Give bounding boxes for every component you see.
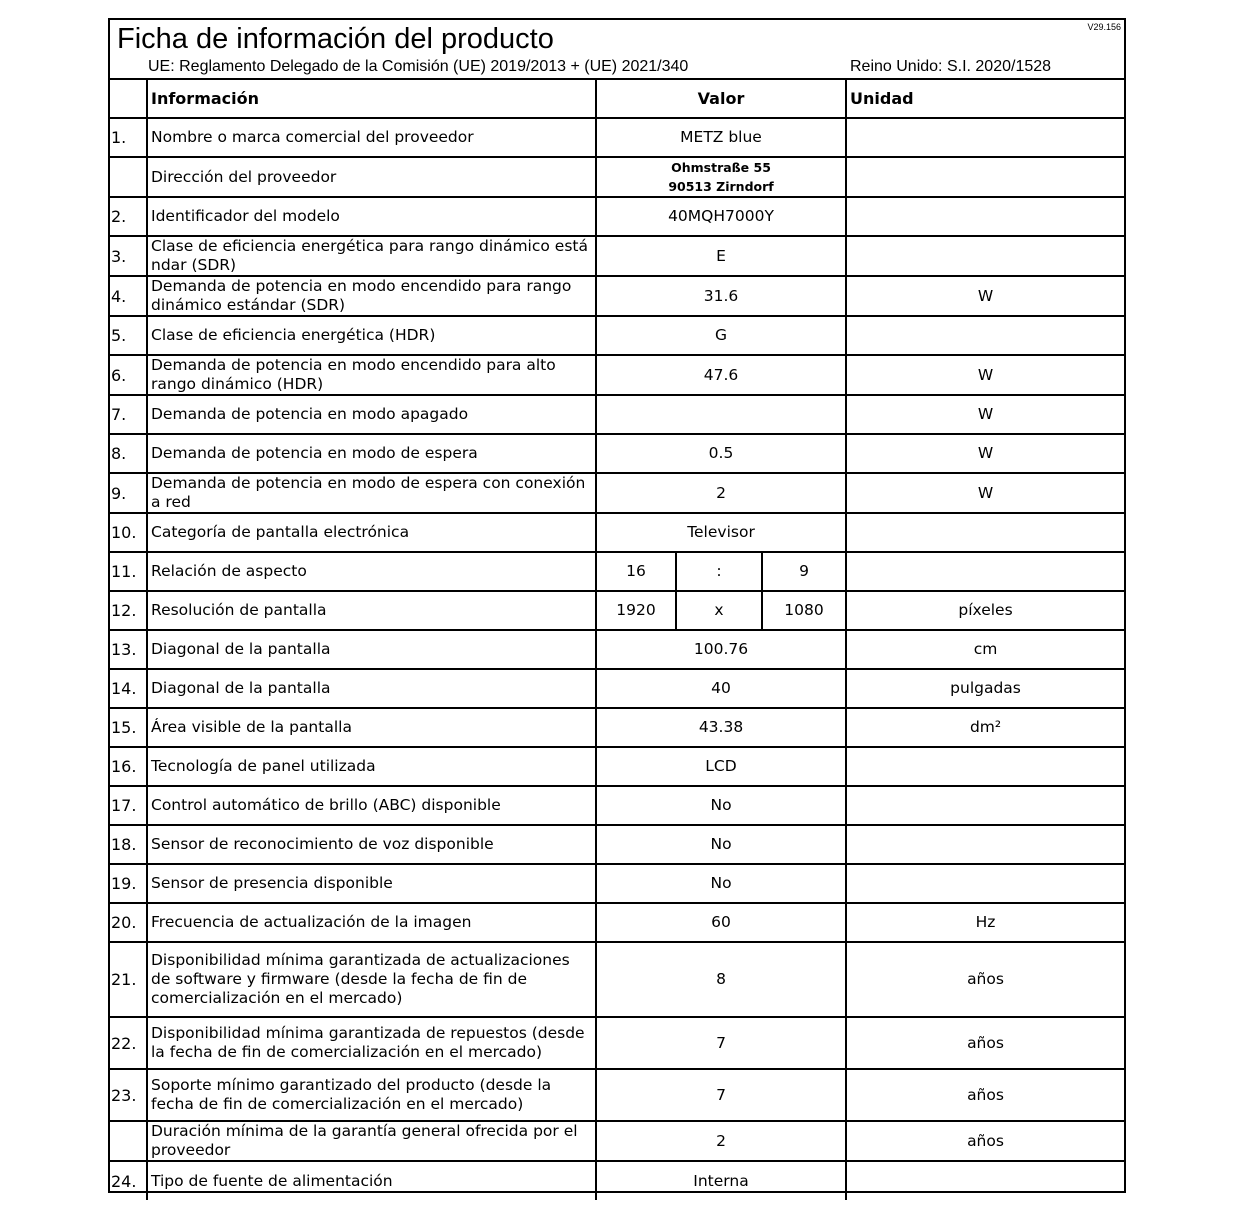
row-number	[110, 1121, 147, 1161]
row-label: Nombre o marca comercial del proveedor	[147, 118, 596, 157]
row-label: Dirección del proveedor	[147, 157, 596, 197]
table-row	[110, 276, 1124, 316]
row-label: Tecnología de panel utilizada	[147, 747, 596, 786]
row-unit	[846, 552, 1124, 591]
row-label: Demanda de potencia en modo encendido para alto rango dinámico (HDR)	[147, 355, 596, 395]
table-row	[110, 1121, 1124, 1161]
row-label: Disponibilidad mínima garantizada de repuestos (desde la fecha de fin de comercialización en el mercado)	[147, 1017, 596, 1069]
uk-regulation: Reino Unido: S.I. 2020/1528	[850, 58, 1052, 75]
row-value: No	[596, 786, 846, 825]
row-value: E	[596, 236, 846, 276]
row-number: 7.	[110, 395, 147, 434]
table-row	[110, 747, 1124, 786]
row-number: 8.	[110, 434, 147, 473]
row-number: 10.	[110, 513, 147, 552]
row-unit: dm²	[846, 708, 1124, 747]
row-number: 3.	[110, 236, 147, 276]
row-value	[596, 395, 846, 434]
row-number: 6.	[110, 355, 147, 395]
product-info-table	[110, 79, 1124, 1200]
row-value: 7	[596, 1069, 846, 1121]
row-label: Demanda de potencia en modo apagado	[147, 395, 596, 434]
row-unit	[846, 825, 1124, 864]
row-unit	[846, 197, 1124, 236]
aspect-ratio-separator: :	[676, 552, 762, 591]
column-header-value: Valor	[596, 79, 846, 118]
table-row	[110, 157, 1124, 197]
table-row	[110, 903, 1124, 942]
row-unit: cm	[846, 630, 1124, 669]
row-label: Control automático de brillo (ABC) disponible	[147, 786, 596, 825]
eu-regulation: UE: Reglamento Delegado de la Comisión (UE) 2019/2013 + (UE) 2021/340	[148, 58, 689, 75]
row-label: Frecuencia de actualización de la imagen	[147, 903, 596, 942]
row-number: 16.	[110, 747, 147, 786]
resolution-width: 1920	[596, 591, 676, 630]
row-unit	[846, 747, 1124, 786]
row-unit	[846, 316, 1124, 355]
table-row	[110, 434, 1124, 473]
sheet-title: Ficha de información del producto	[117, 23, 554, 55]
row-unit	[846, 513, 1124, 552]
row-unit: años	[846, 1017, 1124, 1069]
row-value: 60	[596, 903, 846, 942]
row-label: Demanda de potencia en modo de espera con conexión a red	[147, 473, 596, 513]
supplier-address	[596, 157, 846, 197]
row-value: 8	[596, 942, 846, 1017]
row-label: Tipo de fuente de alimentación	[147, 1161, 596, 1200]
row-unit	[846, 786, 1124, 825]
table-row	[110, 942, 1124, 1017]
table-row	[110, 552, 1124, 591]
table-row	[110, 786, 1124, 825]
row-number: 21.	[110, 942, 147, 1017]
row-label: Área visible de la pantalla	[147, 708, 596, 747]
row-label: Identificador del modelo	[147, 197, 596, 236]
row-number: 22.	[110, 1017, 147, 1069]
row-number	[110, 157, 147, 197]
aspect-ratio-height: 9	[762, 552, 846, 591]
row-number: 1.	[110, 118, 147, 157]
table-row	[110, 669, 1124, 708]
address-line-2: 90513 Zirndorf	[668, 179, 774, 194]
row-value: 47.6	[596, 355, 846, 395]
row-number: 24.	[110, 1161, 147, 1200]
row-label: Disponibilidad mínima garantizada de actualizaciones de software y firmware (desde la fecha de fin de comercialización en el mercado)	[147, 942, 596, 1017]
row-label: Clase de eficiencia energética para rango dinámico está ndar (SDR)	[147, 236, 596, 276]
row-number: 15.	[110, 708, 147, 747]
row-value: 100.76	[596, 630, 846, 669]
table-row	[110, 316, 1124, 355]
row-number: 18.	[110, 825, 147, 864]
resolution-height: 1080	[762, 591, 846, 630]
row-number: 14.	[110, 669, 147, 708]
row-number: 5.	[110, 316, 147, 355]
row-label: Relación de aspecto	[147, 552, 596, 591]
row-unit: años	[846, 1069, 1124, 1121]
row-number: 9.	[110, 473, 147, 513]
row-value: 0.5	[596, 434, 846, 473]
table-row	[110, 825, 1124, 864]
row-label: Diagonal de la pantalla	[147, 669, 596, 708]
column-header-unit: Unidad	[846, 79, 1124, 118]
table-row	[110, 630, 1124, 669]
row-label: Duración mínima de la garantía general ofrecida por el proveedor	[147, 1121, 596, 1161]
table-row	[110, 1161, 1124, 1200]
table-row	[110, 513, 1124, 552]
resolution-separator: x	[676, 591, 762, 630]
row-value: 40	[596, 669, 846, 708]
table-row	[110, 1017, 1124, 1069]
row-unit: años	[846, 1121, 1124, 1161]
table-row	[110, 355, 1124, 395]
address-line-1: Ohmstraße 55	[671, 160, 771, 175]
row-label: Demanda de potencia en modo encendido para rango dinámico estándar (SDR)	[147, 276, 596, 316]
row-unit: W	[846, 473, 1124, 513]
row-label: Categoría de pantalla electrónica	[147, 513, 596, 552]
row-label: Sensor de reconocimiento de voz disponible	[147, 825, 596, 864]
row-unit	[846, 864, 1124, 903]
row-value: METZ blue	[596, 118, 846, 157]
table-row	[110, 197, 1124, 236]
row-unit: Hz	[846, 903, 1124, 942]
row-unit	[846, 118, 1124, 157]
row-unit: W	[846, 276, 1124, 316]
row-value: 2	[596, 473, 846, 513]
version-label: V29.156	[1087, 22, 1121, 32]
row-number: 20.	[110, 903, 147, 942]
table-row	[110, 473, 1124, 513]
table-row	[110, 118, 1124, 157]
row-number: 12.	[110, 591, 147, 630]
row-unit: años	[846, 942, 1124, 1017]
row-number: 17.	[110, 786, 147, 825]
row-value: G	[596, 316, 846, 355]
row-value: 7	[596, 1017, 846, 1069]
row-number: 23.	[110, 1069, 147, 1121]
row-unit: pulgadas	[846, 669, 1124, 708]
row-value: LCD	[596, 747, 846, 786]
row-number: 11.	[110, 552, 147, 591]
row-label: Clase de eficiencia energética (HDR)	[147, 316, 596, 355]
row-label: Soporte mínimo garantizado del producto (desde la fecha de fin de comercialización en el mercado)	[147, 1069, 596, 1121]
row-label: Sensor de presencia disponible	[147, 864, 596, 903]
table-row	[110, 864, 1124, 903]
row-value: No	[596, 864, 846, 903]
row-unit: W	[846, 395, 1124, 434]
table-row	[110, 395, 1124, 434]
row-value: 43.38	[596, 708, 846, 747]
header-num-cell	[110, 79, 147, 118]
table-row	[110, 591, 1124, 630]
row-value: Televisor	[596, 513, 846, 552]
row-unit: W	[846, 355, 1124, 395]
row-number: 19.	[110, 864, 147, 903]
table-row	[110, 1069, 1124, 1121]
row-label: Diagonal de la pantalla	[147, 630, 596, 669]
row-label: Demanda de potencia en modo de espera	[147, 434, 596, 473]
table-row	[110, 708, 1124, 747]
row-value: Interna	[596, 1161, 846, 1200]
aspect-ratio-width: 16	[596, 552, 676, 591]
table-row	[110, 236, 1124, 276]
row-value: 2	[596, 1121, 846, 1161]
row-number: 4.	[110, 276, 147, 316]
product-information-sheet	[108, 18, 1126, 1193]
row-number: 13.	[110, 630, 147, 669]
row-unit	[846, 236, 1124, 276]
column-header-information: Información	[147, 79, 596, 118]
row-value: 31.6	[596, 276, 846, 316]
row-value: 40MQH7000Y	[596, 197, 846, 236]
row-unit	[846, 157, 1124, 197]
table-header-row	[110, 79, 1124, 118]
row-unit: píxeles	[846, 591, 1124, 630]
row-unit	[846, 1161, 1124, 1200]
sheet-header	[110, 20, 1124, 80]
row-value: No	[596, 825, 846, 864]
row-label: Resolución de pantalla	[147, 591, 596, 630]
row-number: 2.	[110, 197, 147, 236]
row-unit: W	[846, 434, 1124, 473]
